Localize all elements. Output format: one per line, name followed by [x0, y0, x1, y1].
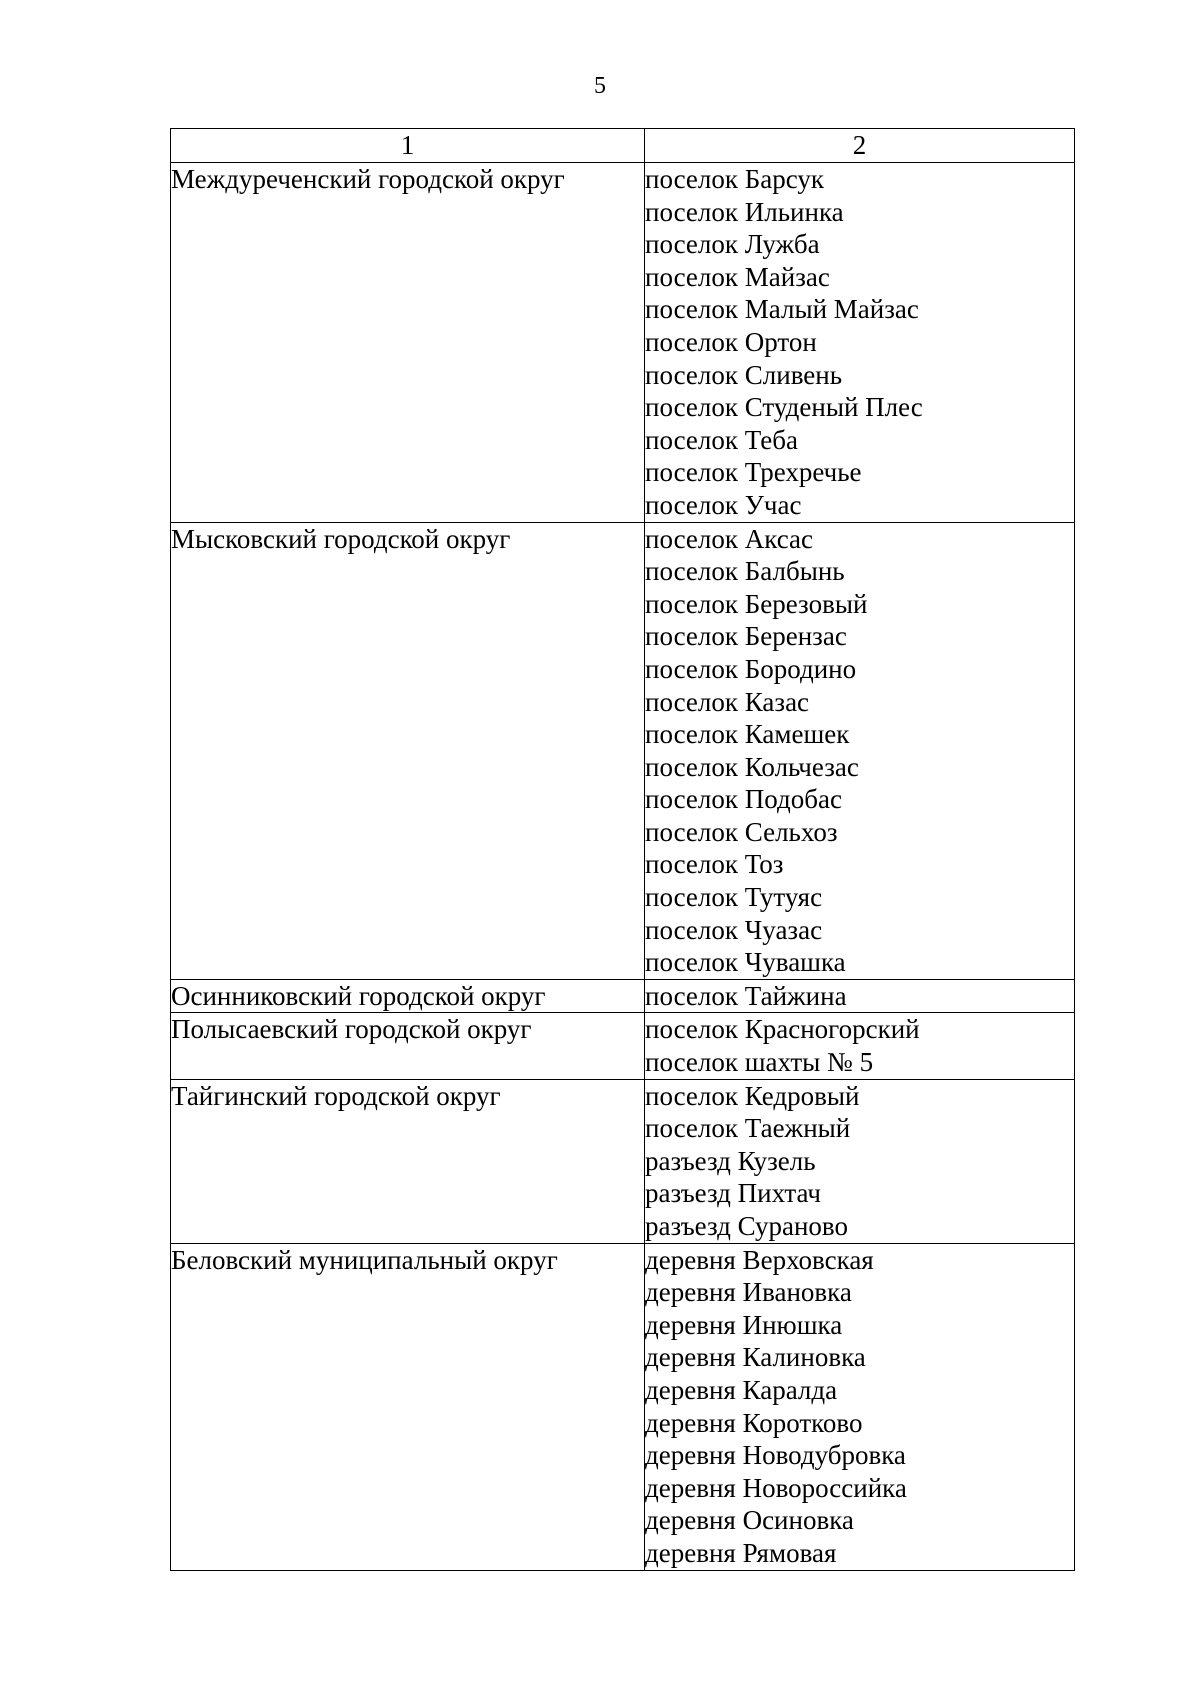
- settlement-item: поселок шахты № 5: [645, 1047, 874, 1078]
- settlement-item: поселок Кольчезас: [645, 751, 859, 782]
- settlement-item: поселок Малый Майзас: [645, 294, 919, 325]
- settlement-item: разъезд Сураново: [645, 1211, 848, 1241]
- column-header-2: 2: [645, 129, 1075, 163]
- settlement-item: поселок Таежный: [645, 1113, 851, 1144]
- settlements-cell: [645, 1013, 1075, 1079]
- table-row: [171, 1013, 1075, 1079]
- district-cell: Беловский муниципальный округ: [171, 1243, 645, 1570]
- district-cell: Тайгинский городской округ: [171, 1079, 645, 1243]
- table-row: [171, 1079, 1075, 1243]
- settlements-table: [170, 128, 1075, 1571]
- settlement-item: поселок Чувашка: [645, 947, 846, 978]
- district-cell: Полысаевский городской округ: [171, 1013, 645, 1079]
- table-body: [171, 163, 1075, 1571]
- settlement-item: поселок Трехречье: [645, 457, 862, 488]
- settlement-item: поселок Аксас: [645, 523, 813, 554]
- district-cell: Мысковский городской округ: [171, 522, 645, 979]
- settlement-item: поселок Ильинка: [645, 196, 844, 227]
- settlement-item: поселок Чуазас: [645, 914, 823, 945]
- settlement-item: деревня Каралда: [645, 1374, 838, 1405]
- settlement-item: деревня Калиновка: [645, 1342, 866, 1373]
- settlement-item: поселок Сливень: [645, 359, 843, 390]
- settlement-item: поселок Камешек: [645, 719, 850, 750]
- table-header-row: [171, 129, 1075, 163]
- settlement-item: поселок Майзас: [645, 261, 830, 292]
- column-header-1: 1: [171, 129, 645, 163]
- settlement-item: поселок Учас: [645, 489, 802, 520]
- settlements-cell: [645, 1243, 1075, 1570]
- settlements-cell: [645, 1079, 1075, 1243]
- settlement-item: поселок Кедровый: [645, 1080, 860, 1111]
- settlement-item: поселок Березовый: [645, 588, 868, 619]
- settlement-item: поселок Тоз: [645, 849, 784, 880]
- settlement-item: поселок Ортон: [645, 326, 817, 357]
- settlement-item: поселок Берензас: [645, 621, 847, 652]
- settlement-item: деревня Осиновка: [645, 1505, 854, 1536]
- district-cell: Междуреченский городской округ: [171, 163, 645, 523]
- district-cell: Осинниковский городской округ: [171, 979, 645, 1013]
- table-row: [171, 522, 1075, 979]
- table-row: [171, 1243, 1075, 1570]
- settlement-item: поселок Бородино: [645, 653, 857, 684]
- settlement-item: деревня Рямовая: [645, 1537, 837, 1568]
- settlement-item: поселок Барсук: [645, 164, 824, 194]
- settlements-cell: [645, 522, 1075, 979]
- settlement-item: поселок Студеный Плес: [645, 392, 923, 423]
- page-number: 5: [594, 73, 606, 99]
- table-row: [171, 163, 1075, 523]
- settlements-cell: [645, 163, 1075, 523]
- settlement-item: поселок Подобас: [645, 784, 842, 815]
- settlement-item: деревня Новороссийка: [645, 1472, 907, 1503]
- settlement-item: деревня Коротково: [645, 1407, 863, 1438]
- settlement-item: деревня Ивановка: [645, 1277, 852, 1308]
- settlement-item: разъезд Кузель: [645, 1145, 816, 1176]
- settlement-item: поселок Красногорский: [645, 1014, 920, 1045]
- settlement-item: разъезд Пихтач: [645, 1178, 822, 1209]
- settlement-item: деревня Новодубровка: [645, 1440, 906, 1471]
- settlement-item: поселок Казас: [645, 686, 810, 717]
- table-row: [171, 979, 1075, 1013]
- settlement-item: поселок Сельхоз: [645, 816, 838, 847]
- settlement-item: деревня Верховская: [645, 1244, 874, 1275]
- settlement-item: деревня Инюшка: [645, 1309, 843, 1340]
- settlement-item: поселок Теба: [645, 424, 798, 455]
- settlements-cell: [645, 979, 1075, 1013]
- settlement-item: поселок Тайжина: [645, 980, 847, 1011]
- settlement-item: поселок Лужба: [645, 229, 820, 260]
- settlement-item: поселок Балбынь: [645, 556, 845, 587]
- settlement-item: поселок Тутуяс: [645, 882, 823, 913]
